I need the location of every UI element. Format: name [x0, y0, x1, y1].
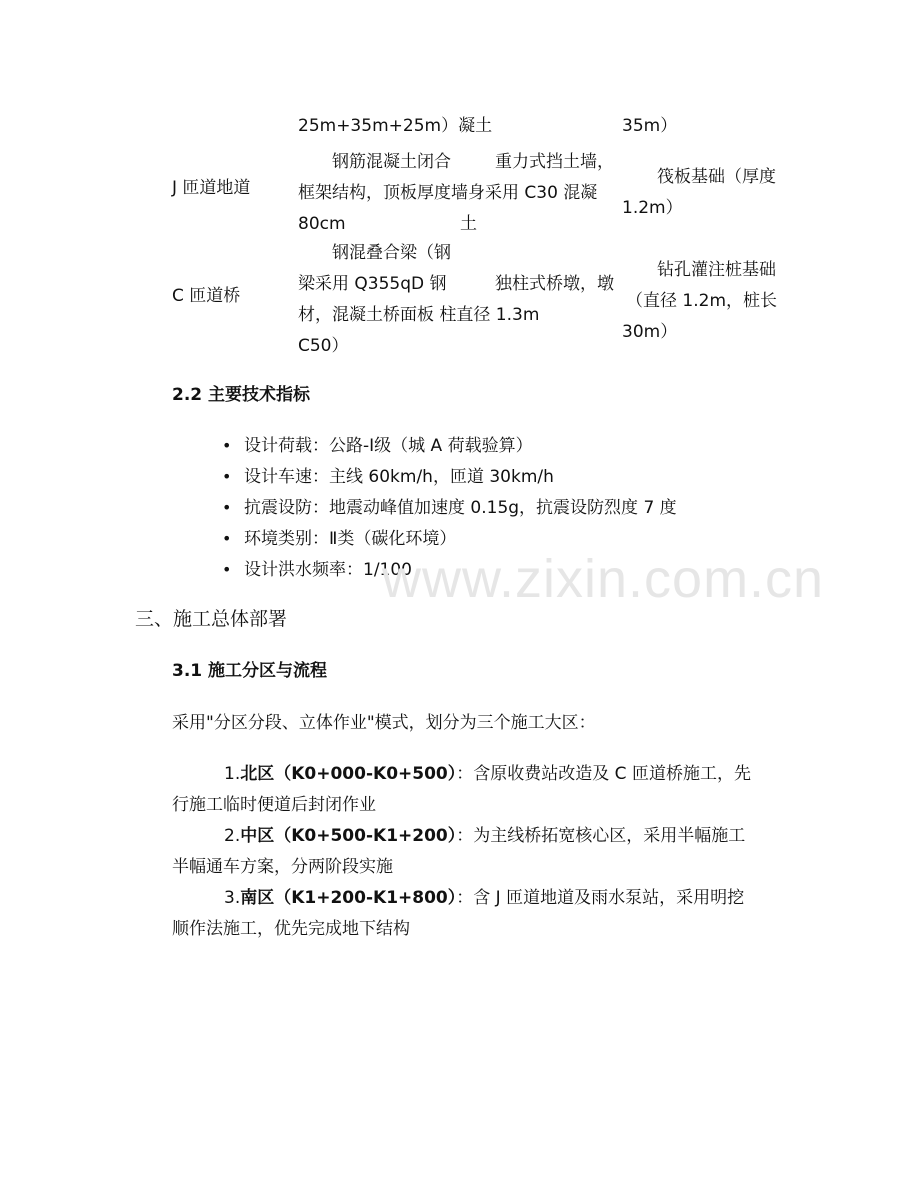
row2-col2: [298, 238, 539, 362]
row1-col2-line: 80cm: [298, 214, 346, 234]
row0-col2: [298, 116, 492, 136]
row2-col2-line: C50）: [298, 336, 349, 356]
row2-col4-line: （直径 1.2m，桩长: [626, 291, 777, 311]
row1-col3-line: 土: [460, 214, 477, 234]
zone-number: 2.: [224, 826, 241, 846]
row1-col4-line: 1.2m）: [622, 198, 683, 218]
row2-col2-line: 钢混叠合梁（钢: [332, 243, 451, 263]
row1-col4: [622, 162, 776, 224]
zone-name: 南区（K1+200-K1+800）: [240, 888, 457, 908]
row1-col4-line: 筏板基础（厚度: [657, 167, 776, 187]
zone-item-south: [172, 883, 792, 945]
zone-number: 3.: [224, 888, 241, 908]
row1-col2-line: 钢筋混凝土闭合: [332, 152, 451, 172]
row1-col3-line: 重力式挡土墙，: [495, 152, 614, 172]
section-2-2-heading: 2.2 主要技术指标: [172, 385, 311, 405]
list-item: • 设计车速：主线 60km/h，匝道 30km/h: [222, 464, 677, 495]
zone-desc-cont: 半幅通车方案，分两阶段实施: [172, 857, 393, 877]
row2-col2-line: 材，混凝土桥面板 柱直径 1.3m: [298, 305, 540, 325]
row0-col4-line: 35m）: [622, 116, 678, 136]
zone-desc: ：为主线桥拓宽核心区，采用半幅施工: [456, 826, 746, 846]
zone-desc: ：含原收费站改造及 C 匝道桥施工，先: [456, 764, 751, 784]
row1-name: J 匝道地道: [172, 178, 251, 198]
row2-col3-line: 独柱式桥墩，墩: [495, 274, 614, 294]
zone-desc: ：含 J 匝道地道及雨水泵站，采用明挖: [456, 888, 745, 908]
row2-col4-line: 钻孔灌注桩基础: [657, 260, 776, 280]
list-item: • 设计荷载：公路-Ⅰ级（城 A 荷载验算）: [222, 433, 677, 464]
row1-col2-line: 框架结构，顶板厚度墙身采用 C30 混凝: [298, 183, 598, 203]
row0-col4: [622, 116, 677, 136]
zone-desc-cont: 顺作法施工，优先完成地下结构: [172, 919, 410, 939]
row2-col2-line: 梁采用 Q355qD 钢: [298, 274, 447, 294]
zone-item-north: [172, 759, 792, 821]
list-item: • 环境类别：Ⅱ类（碳化环境）: [222, 526, 677, 557]
zone-item-middle: [172, 821, 792, 883]
section-3-heading: 三、施工总体部署: [135, 608, 288, 630]
watermark: www.zixin.com.cn: [382, 549, 825, 609]
zone-name: 中区（K0+500-K1+200）: [240, 826, 457, 846]
row1-col3: [460, 147, 614, 240]
row1-col3-line: [460, 178, 614, 209]
list-item: • 抗震设防：地震动峰值加速度 0.15g，抗震设防烈度 7 度: [222, 495, 677, 526]
zone-desc-cont: 行施工临时便道后封闭作业: [172, 795, 376, 815]
zone-number: 1.: [224, 764, 241, 784]
row2-name: C 匝道桥: [172, 286, 241, 306]
section-3-intro: 采用"分区分段、立体作业"模式，划分为三个施工大区：: [172, 713, 596, 733]
row2-col4: [622, 255, 777, 348]
row2-col4-line: 30m）: [622, 322, 678, 342]
section-3-1-heading: 3.1 施工分区与流程: [172, 661, 328, 681]
zone-name: 北区（K0+000-K0+500）: [240, 764, 457, 784]
row0-col2-line: 25m+35m+25m）凝土: [298, 116, 493, 136]
list-item: • 设计洪水频率：1/100: [222, 557, 677, 588]
row2-col3: [460, 269, 614, 300]
